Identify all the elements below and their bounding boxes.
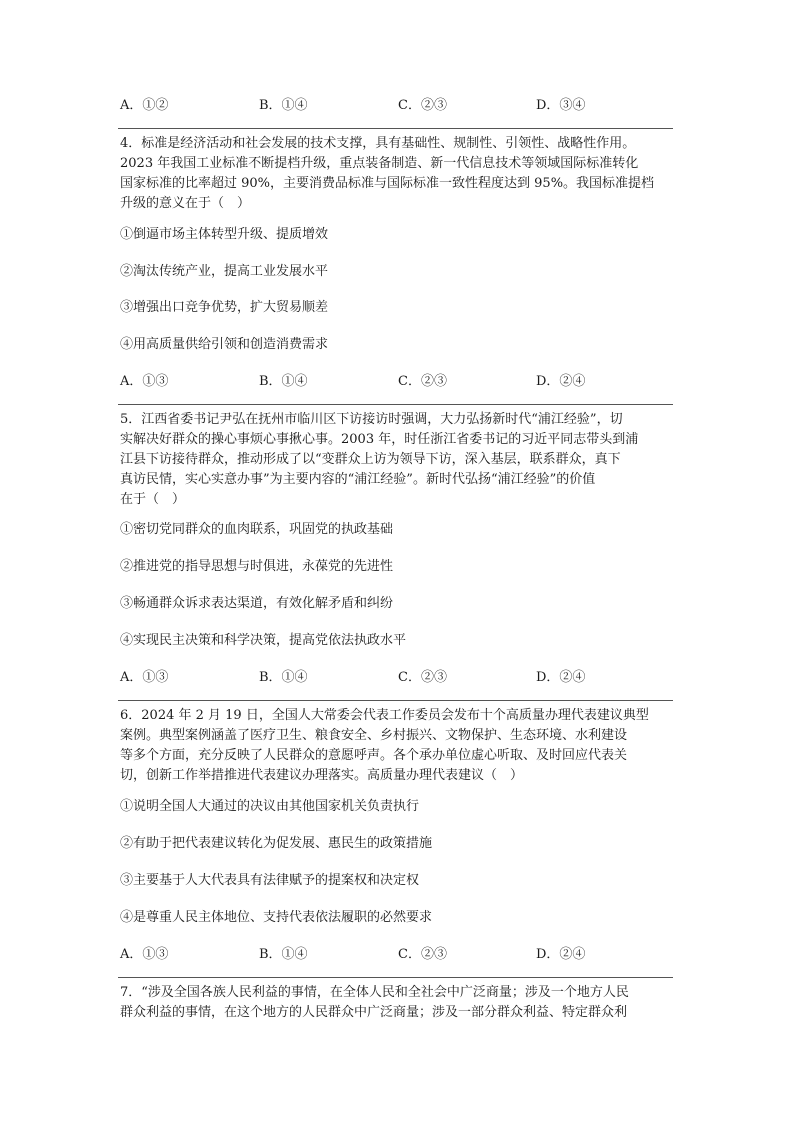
q5-options	[120, 668, 680, 688]
q4-stem	[120, 134, 675, 214]
q5-stem-line: 5．江西省委书记尹弘在抚州市临川区下访接访时强调，大力弘扬新时代“浦江经验”，切	[120, 412, 623, 427]
q6-statement-1: ①说明全国人大通过的决议由其他国家机关负责执行	[120, 799, 420, 814]
q4-statement-1: ①倒逼市场主体转型升级、提质增效	[120, 227, 329, 242]
q5-stem-line: 实解决好群众的操心事烦心事揪心事。2003 年，时任浙江省委书记的习近平同志带头到浦	[120, 432, 639, 447]
q5-option-a[interactable]: A．①③	[120, 670, 169, 685]
q4-option-c[interactable]: C．②③	[398, 374, 447, 389]
divider	[118, 700, 673, 701]
q6-statement-4: ④是尊重人民主体地位、支持代表依法履职的必然要求	[120, 910, 433, 925]
q6-option-c[interactable]: C．②③	[398, 947, 447, 962]
q4-statement-3: ③增强出口竞争优势，扩大贸易顺差	[120, 300, 329, 315]
q3-option-a[interactable]: A．①②	[120, 98, 169, 113]
q6-option-b[interactable]: B．①④	[259, 947, 308, 962]
q7-stem-line: 7．“涉及全国各族人民利益的事情，在全体人民和全社会中广泛商量；涉及一个地方人民	[120, 985, 629, 1000]
q6-option-a[interactable]: A．①③	[120, 947, 169, 962]
q3-option-d[interactable]: D．③④	[536, 98, 586, 113]
q6-stem-line: 6．2024 年 2 月 19 日，全国人大常委会代表工作委员会发布十个高质量办理代表建议典型	[120, 708, 649, 723]
q5-stem-line: 真访民情，实心实意办事”为主要内容的“浦江经验”。新时代弘扬“浦江经验”的价值	[120, 472, 596, 487]
q7-stem-line: 群众利益的事情，在这个地方的人民群众中广泛商量；涉及一部分群众利益、特定群众利	[120, 1005, 628, 1020]
q4-stem-line: 4．标准是经济活动和社会发展的技术支撑，具有基础性、规制性、引领性、战略性作用。	[120, 136, 636, 151]
q5-option-d[interactable]: D．②④	[536, 670, 586, 685]
q6-options	[120, 945, 680, 965]
q4-statement-2: ②淘汰传统产业，提高工业发展水平	[120, 264, 329, 279]
q6-stem-line: 案例。典型案例涵盖了医疗卫生、粮食安全、乡村振兴、文物保护、生态环境、水利建设	[120, 728, 628, 743]
q6-stem-line: 等多个方面，充分反映了人民群众的意愿呼声。各个承办单位虚心听取、及时回应代表关	[120, 748, 628, 763]
q5-option-c[interactable]: C．②③	[398, 670, 447, 685]
q4-stem-line: 升级的意义在于（ ）	[120, 196, 251, 211]
q5-stem-line: 江县下访接待群众，推动形成了以“变群众上访为领导下访，深入基层，联系群众，真下	[120, 452, 621, 467]
q7-stem	[120, 983, 675, 1023]
divider	[118, 977, 673, 978]
q6-statement-2: ②有助于把代表建议转化为促发展、惠民生的政策措施	[120, 836, 433, 851]
q3-option-c[interactable]: C．②③	[398, 98, 447, 113]
divider	[118, 404, 673, 405]
q4-statement-4: ④用高质量供给引领和创造消费需求	[120, 337, 329, 352]
divider	[118, 128, 673, 129]
q3-option-b[interactable]: B．①④	[259, 98, 308, 113]
q5-option-b[interactable]: B．①④	[259, 670, 308, 685]
q5-statement-4: ④实现民主决策和科学决策，提高党依法执政水平	[120, 633, 407, 648]
q5-statement-3: ③畅通群众诉求表达渠道，有效化解矛盾和纠纷	[120, 596, 394, 611]
q5-stem	[120, 410, 675, 510]
q4-options	[120, 372, 680, 392]
q5-statement-1: ①密切党同群众的血肉联系，巩固党的执政基础	[120, 522, 394, 537]
q6-stem-line: 切，创新工作举措推进代表建议办理落实。高质量办理代表建议（ ）	[120, 768, 524, 783]
q5-statement-2: ②推进党的指导思想与时俱进，永葆党的先进性	[120, 559, 394, 574]
q4-option-d[interactable]: D．②④	[536, 374, 586, 389]
q3-options	[120, 96, 680, 116]
q4-option-b[interactable]: B．①④	[259, 374, 308, 389]
q6-statement-3: ③主要基于人大代表具有法律赋予的提案权和决定权	[120, 873, 420, 888]
q4-option-a[interactable]: A．①③	[120, 374, 169, 389]
q6-option-d[interactable]: D．②④	[536, 947, 586, 962]
q4-stem-line: 国家标准的比率超过 90%，主要消费品标准与国际标准一致性程度达到 95%。我国标准提档	[120, 176, 655, 191]
q5-stem-line: 在于（ ）	[120, 492, 186, 507]
q4-stem-line: 2023 年我国工业标准不断提档升级，重点装备制造、新一代信息技术等领域国际标准转化	[120, 156, 639, 171]
q6-stem	[120, 706, 675, 786]
